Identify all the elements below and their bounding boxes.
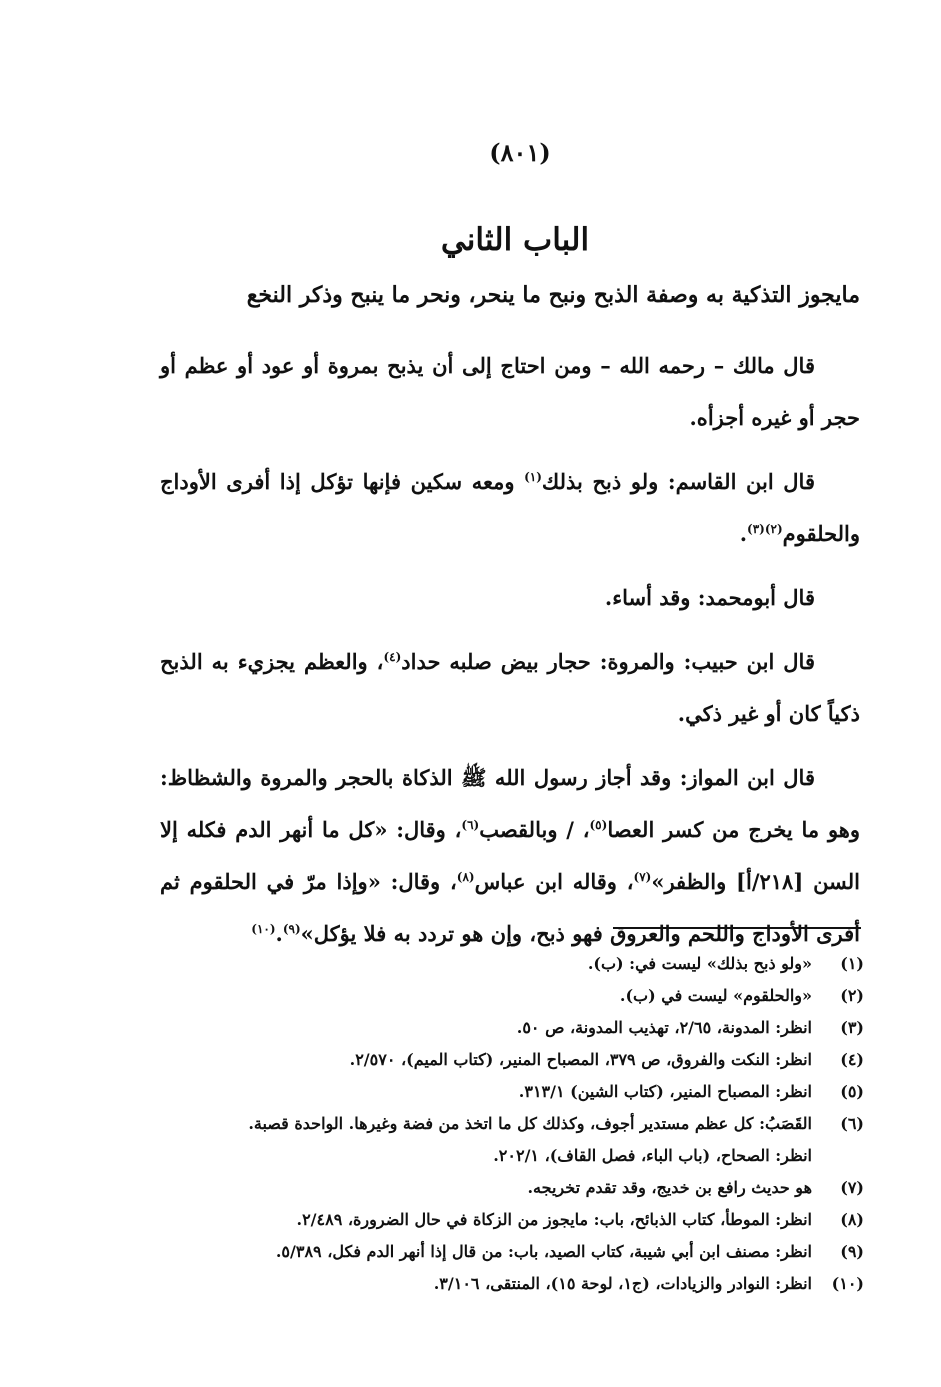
footnote-number: (٤) (840, 1050, 864, 1069)
paragraph-text: ، وقال: «وإذا مرّ في الحلقوم ثم أفرى الأوداج واللحم والعروق فهو ذبح، وإن هو تردد به فلا يؤكل» (160, 869, 860, 946)
footnote-item (160, 980, 864, 1012)
footnote-number: (٣) (840, 1018, 864, 1037)
footnote-number: (٦) (840, 1114, 864, 1133)
footnote-number: (٥) (840, 1082, 864, 1101)
footnote-text (160, 1204, 812, 1236)
footnote-item (160, 1012, 864, 1044)
paragraph-text: . (275, 921, 283, 946)
paragraph-text: ومعه سكين فإنها تؤكل إذا أفرى الأوداج والحلقوم (160, 469, 860, 546)
footnote-ref: (٢)(٣) (747, 522, 783, 536)
footnote-text (160, 1076, 812, 1108)
footnote-text (160, 980, 812, 1012)
footnote-item (160, 1172, 864, 1204)
footnote-ref: (٨) (456, 870, 475, 884)
paragraph-text: ، وقال: «كل ما أنهر الدم فكله إلا السن (160, 817, 861, 894)
footnote-number: (١) (840, 954, 864, 973)
footnote-ref: (١٠) (251, 922, 276, 936)
footnote-text (160, 1044, 812, 1076)
footnote-number: (٢) (840, 986, 864, 1005)
footnote-text (160, 1236, 812, 1268)
paragraph-malik: قال مالك – رحمه الله – ومن احتاج إلى أن يذبح بمروة أو عود أو عظم أو حجر أو غيره أجزأه. (160, 353, 860, 430)
footnote-number: (٧) (840, 1178, 864, 1197)
paragraph-text: قال ابن القاسم: ولو ذبح بذلك (541, 469, 815, 494)
footnote-line: انظر: النكت والفروق، ص ٣٧٩، المصباح المنير، (كتاب الميم)، ٢/٥٧٠. (349, 1050, 812, 1069)
footnote-item (160, 1108, 864, 1172)
footnote-ref: (٥) (589, 818, 608, 832)
paragraph-ibn-habib (160, 636, 860, 740)
paragraph-text: ، وقاله ابن عباس (474, 869, 634, 894)
footnote-text (160, 948, 812, 980)
page-number: (٨٠١) (489, 138, 551, 167)
footnote-line: انظر: المدونة، ٢/٦٥، تهذيب المدونة، ص ٥٠. (516, 1018, 812, 1037)
footnote-ref: (٦) (461, 818, 480, 832)
footnote-item (160, 1204, 864, 1236)
footnote-line: «ولو ذبح بذلك» ليست في: (ب). (587, 954, 812, 973)
body-text (160, 340, 860, 972)
footnote-text (160, 1172, 812, 1204)
footnote-text (160, 1108, 812, 1172)
footnote-text (160, 1012, 812, 1044)
footnote-item (160, 1268, 864, 1300)
footnote-item (160, 1236, 864, 1268)
paragraph-text: . (739, 521, 747, 546)
footnote-line: انظر: الموطأ، كتاب الذبائح، باب: مايجوز من الزكاة في حال الضرورة، ٢/٤٨٩. (296, 1210, 812, 1229)
paragraph-text: والظفر» (651, 869, 737, 894)
footnote-ref: (١) (524, 470, 542, 484)
footnotes-section (160, 948, 864, 1300)
footnote-line: انظر: الصحاح، (باب الباء، فصل القاف)، ٢٠٢/١. (493, 1146, 812, 1165)
footnote-line: انظر: مصنف ابن أبي شيبة، كتاب الصيد، باب: من قال إذا أنهر الدم فكل، ٥/٣٨٩. (275, 1242, 812, 1261)
paragraph-abu-muhammad: قال أبومحمد: وقد أساء. (604, 585, 815, 610)
footnote-text (160, 1268, 812, 1300)
footnote-item (160, 948, 864, 980)
footnote-line: القَصَبُ: كل عظم مستدير أجوف، وكذلك كل ما اتخذ من فضة وغيرها. الواحدة قصبة. (248, 1114, 812, 1133)
folio-marker: [٢١٨/أ] (736, 869, 804, 894)
paragraph-text: قال ابن حبيب: والمروة: حجار بيض صلبه حداد (401, 649, 815, 674)
paragraph-text: قال ابن المواز: وقد أجاز رسول الله ﷺ الذكاة بالحجر والمروة والشظاظ: وهو ما يخرج من كسر العصا (160, 765, 861, 842)
paragraph-ibn-alqasim (160, 456, 860, 560)
paragraph-text: ، / وبالقصب (479, 817, 590, 842)
chapter-title: الباب الثاني (440, 222, 590, 258)
footnote-line: انظر: المصباح المنير، (كتاب الشين) ٣١٣/١. (518, 1082, 812, 1101)
footnote-item (160, 1044, 864, 1076)
footnote-number: (٩) (840, 1242, 864, 1261)
footnote-item (160, 1076, 864, 1108)
footnote-number: (٨) (840, 1210, 864, 1229)
footnote-line: «والحلقوم» ليست في (ب). (619, 986, 812, 1005)
footnote-number: (١٠) (831, 1274, 864, 1293)
footnote-ref: (٤) (383, 650, 402, 664)
chapter-subtitle: مايجوز التذكية به وصفة الذبح ونبح ما ينحر، ونحر ما ينبح وذكر النخع (246, 282, 860, 308)
footnote-line: انظر: النوادر والزيادات، (ج١، لوحة ١٥)، المنتقى، ٣/١٠٦. (433, 1274, 812, 1293)
footnote-divider (613, 927, 861, 929)
paragraph-text: ، والعظم يجزيء به الذبح ذكياً كان أو غير ذكي. (160, 649, 860, 726)
footnote-ref: (٧) (633, 870, 652, 884)
footnote-line: هو حديث رافع بن خديج، وقد تقدم تخريجه. (527, 1178, 812, 1197)
footnote-ref: (٩) (282, 922, 301, 936)
